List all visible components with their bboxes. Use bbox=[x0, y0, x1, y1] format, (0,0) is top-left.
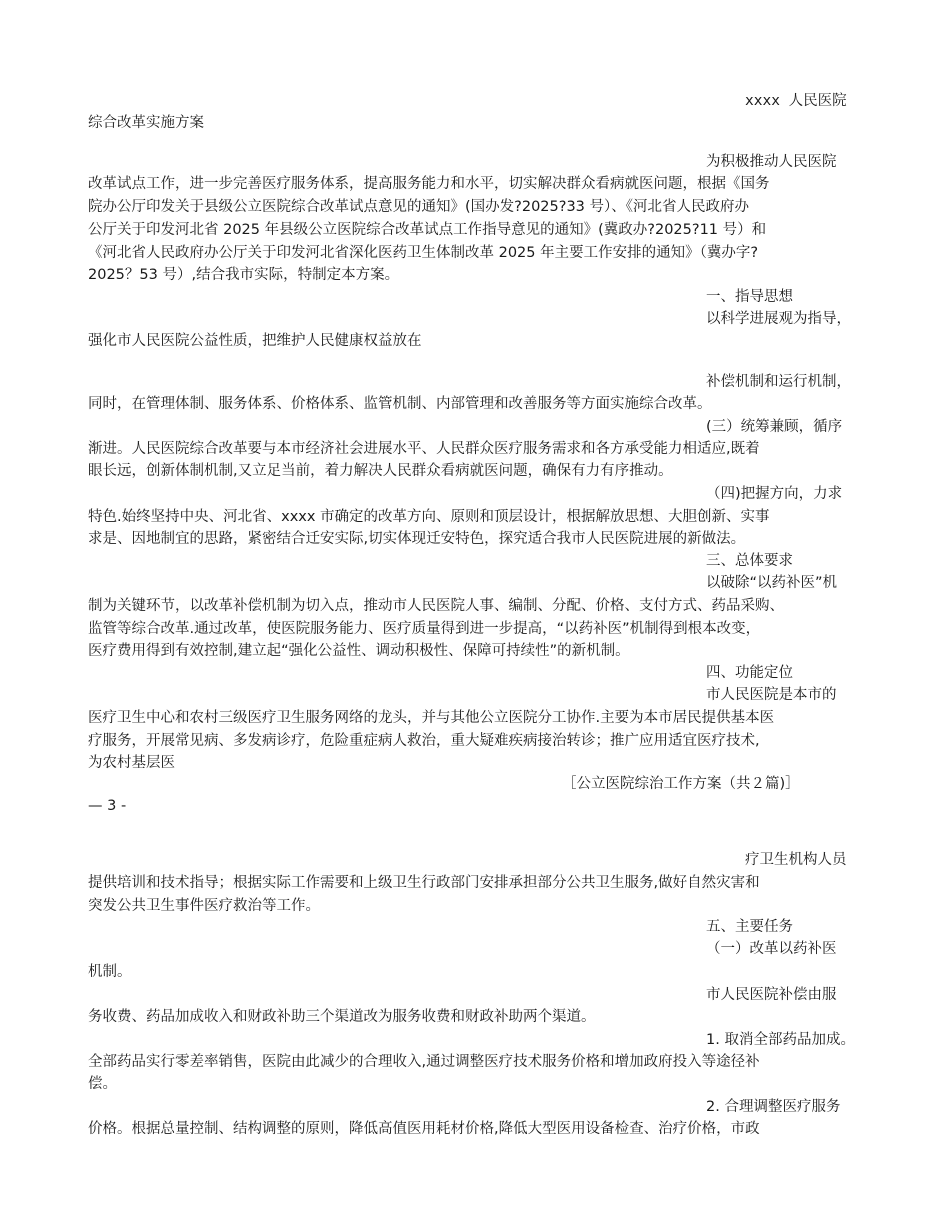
section-heading: 一、指导思想 bbox=[706, 289, 793, 305]
paragraph-line: 偿。 bbox=[88, 1076, 117, 1092]
paragraph-line: 眼长远，创新体制机制,又立足当前，着力解决人民群众看病就医问题，确保有力有序推动。 bbox=[88, 463, 673, 479]
list-item-indent: 2. 合理调整医疗服务 bbox=[706, 1099, 841, 1115]
document-title: 综合改革实施方案 bbox=[88, 115, 204, 131]
paragraph-indent: 市人民医院是本市的 bbox=[706, 687, 837, 703]
section-heading: 五、主要任务 bbox=[706, 919, 793, 935]
paragraph-line: 院办公厅印发关于县级公立医院综合改革试点意见的通知》(国办发?2025?33 号）、《河北省人民政府办 bbox=[88, 199, 750, 215]
paragraph-line: 医疗卫生中心和农村三级医疗卫生服务网络的龙头，并与其他公立医院分工协作.主要为本市居民提供基本医 bbox=[88, 710, 775, 726]
paragraph-line: 渐进。人民医院综合改革要与本市经济社会进展水平、人民群众医疗服务需求和各方承受能力相适应,既着 bbox=[88, 441, 760, 457]
paragraph-line: 求是、因地制宜的思路，紧密结合迁安实际,切实体现迁安特色，探究适合我市人民医院进展的新做法。 bbox=[88, 531, 746, 547]
section-heading: 四、功能定位 bbox=[706, 665, 793, 681]
paragraph-indent: 以科学进展观为指导， bbox=[706, 311, 851, 327]
paragraph-indent: 补偿机制和运行机制， bbox=[706, 374, 851, 390]
paragraph-indent: (三）统筹兼顾，循序 bbox=[706, 419, 843, 435]
paragraph-indent: 市人民医院补偿由服 bbox=[706, 987, 837, 1003]
header-hospital-name: xxxx 人民医院 bbox=[745, 93, 847, 109]
paragraph-line: 2025？53 号）,结合我市实际，特制定本方案。 bbox=[88, 267, 400, 283]
paragraph-line: 制为关键环节，以改革补偿机制为切入点，推动市人民医院人事、编制、分配、价格、支付方式、药品采购、 bbox=[88, 598, 784, 614]
paragraph-line: 《河北省人民政府办公厅关于印发河北省深化医药卫生体制改革 2025 年主要工作安排的通知》（冀办字? bbox=[88, 245, 759, 261]
paragraph-indent: 疗卫生机构人员 bbox=[745, 852, 847, 868]
paragraph-indent: （四)把握方向，力求 bbox=[706, 486, 843, 502]
page-number: — 3 - bbox=[88, 798, 127, 814]
paragraph-line: 同时，在管理体制、服务体系、价格体系、监管机制、内部管理和改善服务等方面实施综合改革。 bbox=[88, 396, 712, 412]
paragraph-indent: 为积极推动人民医院 bbox=[706, 154, 837, 170]
paragraph-line: 强化市人民医院公益性质，把维护人民健康权益放在 bbox=[88, 333, 422, 349]
section-heading: 三、总体要求 bbox=[706, 553, 793, 569]
paragraph-indent: 以破除“以药补医”机 bbox=[706, 575, 838, 591]
footer-document-title: ［公立医院综治工作方案（共２篇)］ bbox=[562, 776, 800, 792]
paragraph-line: 机制。 bbox=[88, 964, 132, 980]
list-item-indent: 1. 取消全部药品加成。 bbox=[706, 1032, 855, 1048]
paragraph-line: 特色.始终坚持中央、河北省、xxxx 市确定的改革方向、原则和顶层设计，根据解放思想、大胆创新、实事 bbox=[88, 509, 770, 525]
paragraph-line: 价格。根据总量控制、结构调整的原则，降低高值医用耗材价格,降低大型医用设备检查、治疗价格，市政 bbox=[88, 1121, 760, 1137]
paragraph-line: 全部药品实行零差率销售，医院由此减少的合理收入,通过调整医疗技术服务价格和增加政府投入等途径补 bbox=[88, 1054, 760, 1070]
paragraph-line: 医疗费用得到有效控制,建立起“强化公益性、调动积极性、保障可持续性”的新机制。 bbox=[88, 643, 630, 659]
subsection-heading: （一）改革以药补医 bbox=[706, 941, 837, 957]
paragraph-line: 疗服务，开展常见病、多发病诊疗，危险重症病人救治，重大疑难疾病接治转诊；推广应用适宜医疗技术, bbox=[88, 733, 760, 749]
paragraph-line: 务收费、药品加成收入和财政补助三个渠道改为服务收费和财政补助两个渠道。 bbox=[88, 1009, 596, 1025]
paragraph-line: 突发公共卫生事件医疗救治等工作。 bbox=[88, 898, 320, 914]
paragraph-line: 改革试点工作，进一步完善医疗服务体系，提高服务能力和水平，切实解决群众看病就医问题，根据《国务 bbox=[88, 176, 770, 192]
paragraph-line: 公厅关于印发河北省 2025 年县级公立医院综合改革试点工作指导意见的通知》(冀政办?2025?11 号）和 bbox=[88, 222, 767, 238]
paragraph-line: 监管等综合改革.通过改革，使医院服务能力、医疗质量得到进一步提高，“以药补医”机制得到根本改变， bbox=[88, 621, 761, 637]
paragraph-line: 为农村基层医 bbox=[88, 755, 175, 771]
paragraph-line: 提供培训和技术指导；根据实际工作需要和上级卫生行政部门安排承担部分公共卫生服务,做好自然灾害和 bbox=[88, 875, 760, 891]
